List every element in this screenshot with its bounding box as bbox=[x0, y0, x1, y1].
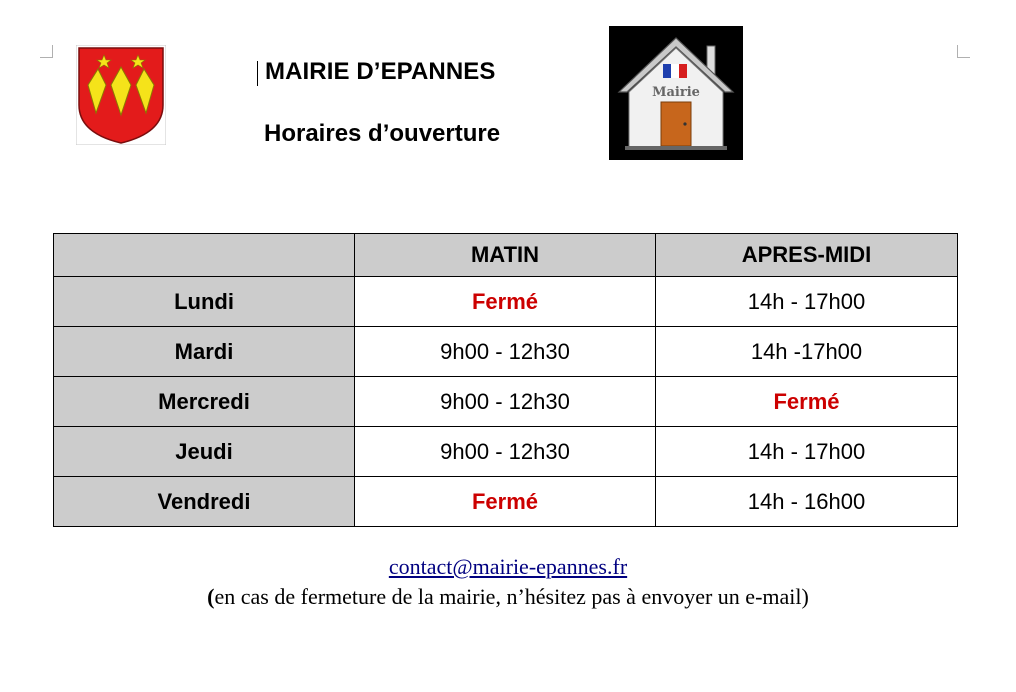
contact-line bbox=[0, 554, 1016, 580]
afternoon-cell: Fermé bbox=[656, 377, 958, 427]
afternoon-cell: 14h - 17h00 bbox=[656, 277, 958, 327]
coat-of-arms-icon bbox=[76, 45, 166, 145]
page-subtitle: Horaires d’ouverture bbox=[264, 120, 501, 147]
morning-cell: Fermé bbox=[355, 277, 656, 327]
day-cell: Mercredi bbox=[54, 377, 355, 427]
opening-hours-table bbox=[53, 233, 958, 527]
page-title: MAIRIE D’EPANNES bbox=[265, 58, 496, 85]
logo-label: Mairie bbox=[652, 85, 700, 100]
table-row bbox=[54, 327, 958, 377]
table-row bbox=[54, 427, 958, 477]
text-cursor bbox=[257, 61, 258, 86]
day-cell: Vendredi bbox=[54, 477, 355, 527]
page-corner-marker-left bbox=[40, 45, 53, 58]
town-hall-house-icon bbox=[609, 26, 743, 160]
morning-cell: Fermé bbox=[355, 477, 656, 527]
day-cell: Lundi bbox=[54, 277, 355, 327]
day-cell: Jeudi bbox=[54, 427, 355, 477]
column-header-morning: MATIN bbox=[355, 234, 656, 277]
page-corner-marker-right bbox=[957, 45, 970, 58]
table-row bbox=[54, 377, 958, 427]
morning-cell: 9h00 - 12h30 bbox=[355, 427, 656, 477]
note-open-paren: ( bbox=[207, 584, 215, 609]
day-cell: Mardi bbox=[54, 327, 355, 377]
afternoon-cell: 14h -17h00 bbox=[656, 327, 958, 377]
contact-note bbox=[0, 584, 1016, 610]
morning-cell: 9h00 - 12h30 bbox=[355, 327, 656, 377]
note-text: en cas de fermeture de la mairie, n’hésitez pas à envoyer un e-mail) bbox=[214, 584, 809, 609]
table-header-row bbox=[54, 234, 958, 277]
table-row bbox=[54, 477, 958, 527]
afternoon-cell: 14h - 16h00 bbox=[656, 477, 958, 527]
morning-cell: 9h00 - 12h30 bbox=[355, 377, 656, 427]
column-header-afternoon: APRES-MIDI bbox=[656, 234, 958, 277]
afternoon-cell: 14h - 17h00 bbox=[656, 427, 958, 477]
contact-email-link[interactable]: contact@mairie-epannes.fr bbox=[388, 554, 628, 579]
town-hall-logo bbox=[609, 26, 743, 160]
table-row bbox=[54, 277, 958, 327]
column-header-day bbox=[54, 234, 355, 277]
